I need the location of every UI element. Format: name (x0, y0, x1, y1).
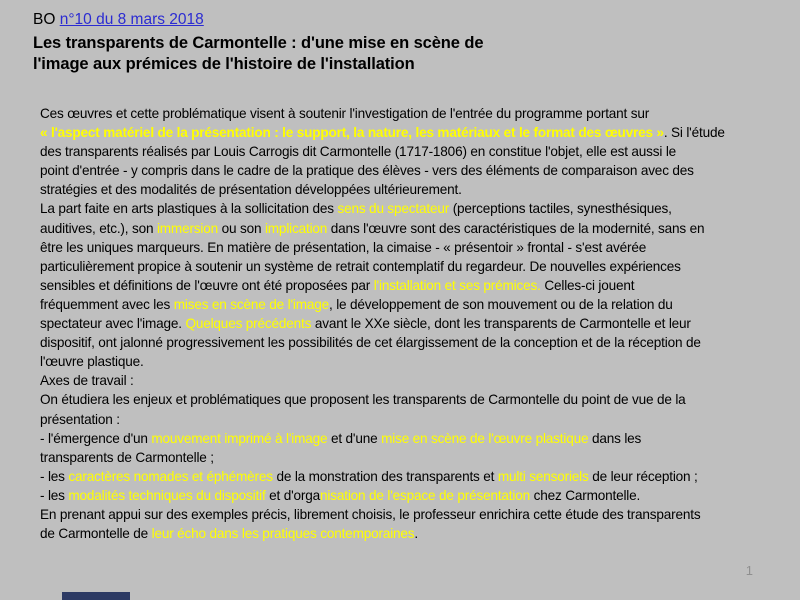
text-run: de Carmontelle de (40, 526, 152, 542)
title-line: Les transparents de Carmontelle : d'une mise en scène de (33, 34, 484, 52)
text-run: dans les (588, 430, 642, 446)
text-run: (perceptions tactiles, synesthésiques, (449, 201, 672, 217)
body-line (40, 448, 782, 467)
highlighted-text-run: modalités techniques du dispositif (68, 487, 266, 503)
body-line (40, 180, 782, 199)
highlighted-text-run: Quelques précédents (185, 316, 312, 332)
bottom-progress-bar (62, 592, 130, 600)
page-number: 1 (745, 563, 753, 578)
text-run: des transparents réalisés par Louis Carrogis dit Carmontelle (1717-1806) en constitue l'objet, elle est aussi le (40, 144, 677, 160)
text-run: En prenant appui sur des exemples précis, librement choisis, le professeur enrichira cette étude des transparents (40, 506, 701, 522)
text-run: avant le XXe siècle, dont les transparents de Carmontelle et leur (311, 316, 691, 332)
body-line (40, 486, 782, 505)
text-run: présentation : (40, 411, 120, 427)
text-run: chez Carmontelle. (530, 487, 641, 503)
body-line (40, 295, 782, 314)
text-run: dans l'œuvre sont des caractéristiques de la modernité, sans en (327, 220, 705, 236)
text-run: La part faite en arts plastiques à la sollicitation des (40, 201, 338, 217)
body-line (40, 371, 782, 390)
body-line (40, 390, 782, 409)
text-run: Axes de travail : (40, 373, 134, 389)
highlighted-text-run: nisation de l'espace de présentation (320, 487, 531, 503)
body-line (40, 352, 782, 371)
bo-link[interactable]: n°10 du 8 mars 2018 (59, 11, 204, 28)
body-line (40, 257, 782, 276)
body-line (40, 238, 782, 257)
text-run: point d'entrée - y compris dans le cadre de la pratique des élèves - vers des éléments de comparaison avec des (40, 163, 694, 179)
header (33, 10, 204, 30)
text-run: l'œuvre plastique. (40, 354, 144, 370)
text-run: . Si l'étude (663, 125, 725, 141)
body-line (40, 314, 782, 333)
text-run: sensibles et définitions de l'œuvre ont été proposées par (40, 277, 374, 293)
slide-title (33, 33, 483, 74)
highlighted-text-run: leur écho dans les pratiques contemporaines (151, 526, 415, 542)
text-run: - les (40, 487, 69, 503)
text-run: dispositif, ont jalonné progressivement les possibilités de cet élargissement de la conception et de la réception de (40, 335, 701, 351)
body-line (40, 219, 782, 238)
highlighted-text-run: multi sensoriels (497, 468, 589, 484)
highlighted-text-run: sens du spectateur (337, 201, 450, 217)
body-line (40, 333, 782, 352)
text-run: fréquemment avec les (40, 296, 174, 312)
text-run: - les (40, 468, 69, 484)
body-line (40, 161, 782, 180)
highlighted-text-run: caractères nomades et éphémères (68, 468, 273, 484)
header-prefix: BO (33, 11, 60, 28)
text-run: auditives, etc.), son (40, 220, 157, 236)
text-run: être les uniques marqueurs. En matière de présentation, la cimaise - « présentoir » frontal - s'est avérée (40, 239, 647, 255)
text-run: et d'orga (265, 487, 321, 503)
highlighted-text-run: mouvement imprimé à l'image (151, 430, 328, 446)
highlighted-text-run: implication (264, 220, 328, 236)
body-line (40, 123, 782, 142)
body-line (40, 276, 782, 295)
body-line (40, 467, 782, 486)
text-run: On étudiera les enjeux et problématiques que proposent les transparents de Carmontelle du point de vue de la (40, 392, 686, 408)
text-run: spectateur avec l'image. (40, 316, 186, 332)
highlighted-text-run: « l'aspect matériel de la présentation : le support, la nature, les matériaux et le format des œuvres » (40, 125, 664, 141)
text-run: de la monstration des transparents et (272, 468, 498, 484)
body-line (40, 505, 782, 524)
body-line (40, 410, 782, 429)
text-run: transparents de Carmontelle ; (40, 449, 214, 465)
body-line (40, 104, 782, 123)
highlighted-text-run: mises en scène de l'image (173, 296, 329, 312)
slide-body (40, 104, 782, 543)
text-run: , le développement de son mouvement ou de la relation du (329, 296, 673, 312)
highlighted-text-run: mise en scène de l'œuvre plastique (381, 430, 589, 446)
text-run: Celles-ci jouent (540, 277, 635, 293)
text-run: particulièrement propice à soutenir un système de retrait contemplatif du regardeur. De nouvelles expériences (40, 258, 681, 274)
text-run: et d'une (327, 430, 382, 446)
text-run: - l'émergence d'un (40, 430, 152, 446)
text-run: de leur réception ; (588, 468, 698, 484)
body-line (40, 199, 782, 218)
text-run: Ces œuvres et cette problématique visent à soutenir l'investigation de l'entrée du programme portant sur (40, 106, 650, 121)
highlighted-text-run: l'installation et ses prémices. (373, 277, 541, 293)
text-run: stratégies et des modalités de présentation développées ultérieurement. (40, 182, 462, 198)
body-line (40, 142, 782, 161)
highlighted-text-run: immersion (156, 220, 219, 236)
title-line: l'image aux prémices de l'histoire de l'installation (33, 54, 415, 73)
body-line (40, 524, 782, 543)
text-run: ou son (218, 220, 265, 236)
text-run: . (414, 526, 419, 542)
body-line (40, 429, 782, 448)
